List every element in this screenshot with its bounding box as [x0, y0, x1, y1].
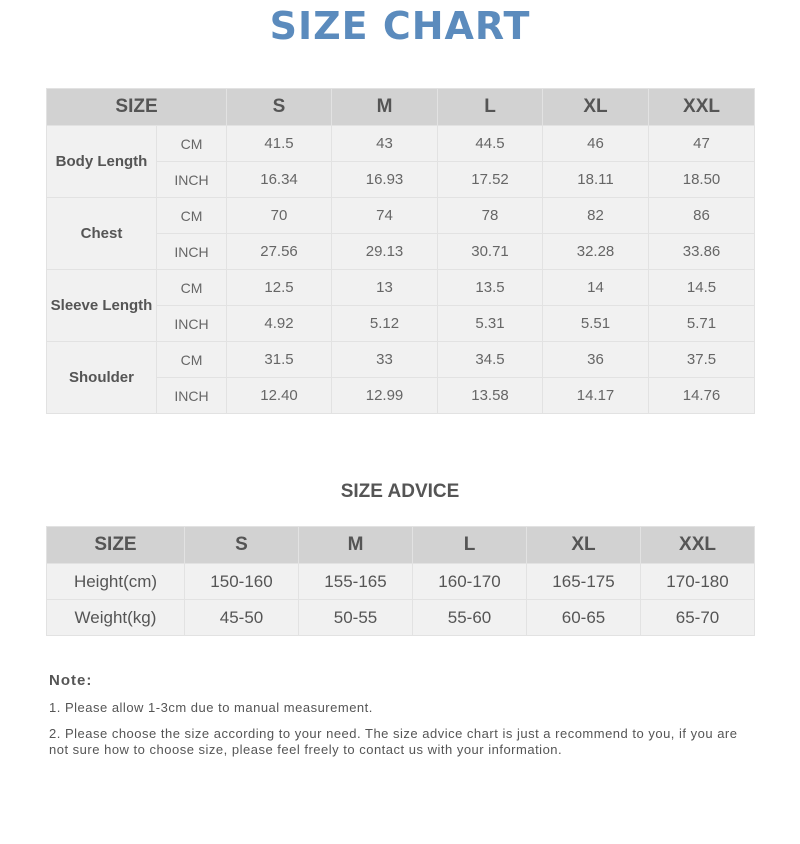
value-cell: 46: [543, 126, 649, 162]
value-cell: 5.12: [332, 306, 438, 342]
note-title: Note:: [49, 672, 93, 689]
value-cell: 14.17: [543, 378, 649, 414]
value-cell: 150-160: [185, 564, 299, 600]
size-chart-table: [46, 88, 755, 414]
unit-cell: CM: [157, 198, 227, 234]
value-cell: 12.99: [332, 378, 438, 414]
value-cell: 170-180: [641, 564, 755, 600]
value-cell: 16.93: [332, 162, 438, 198]
value-cell: 37.5: [649, 342, 755, 378]
unit-cell: INCH: [157, 378, 227, 414]
value-cell: 13.5: [438, 270, 543, 306]
value-cell: 5.31: [438, 306, 543, 342]
row-label-shoulder: Shoulder: [47, 342, 157, 414]
size-chart-header-xl: XL: [543, 89, 649, 126]
table-row: [47, 342, 755, 378]
page-title: SIZE CHART: [269, 4, 531, 48]
value-cell: 14.76: [649, 378, 755, 414]
row-label-sleeve-length: Sleeve Length: [47, 270, 157, 342]
value-cell: 165-175: [527, 564, 641, 600]
value-cell: 29.13: [332, 234, 438, 270]
value-cell: 55-60: [413, 600, 527, 636]
value-cell: 14.5: [649, 270, 755, 306]
size-advice-header-xxl: XXL: [641, 527, 755, 564]
value-cell: 78: [438, 198, 543, 234]
value-cell: 13.58: [438, 378, 543, 414]
row-label-chest: Chest: [47, 198, 157, 270]
value-cell: 30.71: [438, 234, 543, 270]
value-cell: 70: [227, 198, 332, 234]
size-chart-header-s: S: [227, 89, 332, 126]
table-row: [47, 270, 755, 306]
unit-cell: INCH: [157, 162, 227, 198]
size-chart-header-m: M: [332, 89, 438, 126]
value-cell: 32.28: [543, 234, 649, 270]
size-advice-header-m: M: [299, 527, 413, 564]
table-row: [47, 564, 755, 600]
value-cell: 65-70: [641, 600, 755, 636]
value-cell: 12.40: [227, 378, 332, 414]
value-cell: 60-65: [527, 600, 641, 636]
value-cell: 34.5: [438, 342, 543, 378]
value-cell: 43: [332, 126, 438, 162]
size-advice-header-xl: XL: [527, 527, 641, 564]
size-chart-header-xxl: XXL: [649, 89, 755, 126]
value-cell: 41.5: [227, 126, 332, 162]
value-cell: 31.5: [227, 342, 332, 378]
unit-cell: CM: [157, 270, 227, 306]
unit-cell: INCH: [157, 234, 227, 270]
size-advice-title: SIZE ADVICE: [340, 481, 460, 502]
table-row: [47, 126, 755, 162]
value-cell: 18.11: [543, 162, 649, 198]
value-cell: 13: [332, 270, 438, 306]
value-cell: 44.5: [438, 126, 543, 162]
value-cell: 14: [543, 270, 649, 306]
note-item: 2. Please choose the size according to your need. The size advice chart is just a recommend to you, if you are not sure how to choose size, please feel freely to contact us with your information.: [49, 726, 738, 757]
size-chart-header-row: [47, 89, 755, 126]
value-cell: 86: [649, 198, 755, 234]
value-cell: 45-50: [185, 600, 299, 636]
unit-cell: CM: [157, 342, 227, 378]
value-cell: 36: [543, 342, 649, 378]
value-cell: 4.92: [227, 306, 332, 342]
note-item: 1. Please allow 1-3cm due to manual measurement.: [49, 700, 373, 715]
value-cell: 12.5: [227, 270, 332, 306]
table-row: [47, 198, 755, 234]
value-cell: 160-170: [413, 564, 527, 600]
size-advice-header-s: S: [185, 527, 299, 564]
unit-cell: CM: [157, 126, 227, 162]
row-label-body-length: Body Length: [47, 126, 157, 198]
size-advice-header-size: SIZE: [47, 527, 185, 564]
value-cell: 5.51: [543, 306, 649, 342]
value-cell: 50-55: [299, 600, 413, 636]
value-cell: 16.34: [227, 162, 332, 198]
value-cell: 17.52: [438, 162, 543, 198]
size-advice-header-l: L: [413, 527, 527, 564]
unit-cell: INCH: [157, 306, 227, 342]
value-cell: 74: [332, 198, 438, 234]
row-label-height: Height(cm): [47, 564, 185, 600]
size-chart-header-size: SIZE: [47, 89, 227, 126]
size-advice-table: [46, 526, 755, 636]
value-cell: 33.86: [649, 234, 755, 270]
value-cell: 27.56: [227, 234, 332, 270]
size-advice-header-row: [47, 527, 755, 564]
value-cell: 18.50: [649, 162, 755, 198]
size-chart-header-l: L: [438, 89, 543, 126]
value-cell: 82: [543, 198, 649, 234]
value-cell: 47: [649, 126, 755, 162]
table-row: [47, 600, 755, 636]
row-label-weight: Weight(kg): [47, 600, 185, 636]
value-cell: 5.71: [649, 306, 755, 342]
value-cell: 155-165: [299, 564, 413, 600]
value-cell: 33: [332, 342, 438, 378]
